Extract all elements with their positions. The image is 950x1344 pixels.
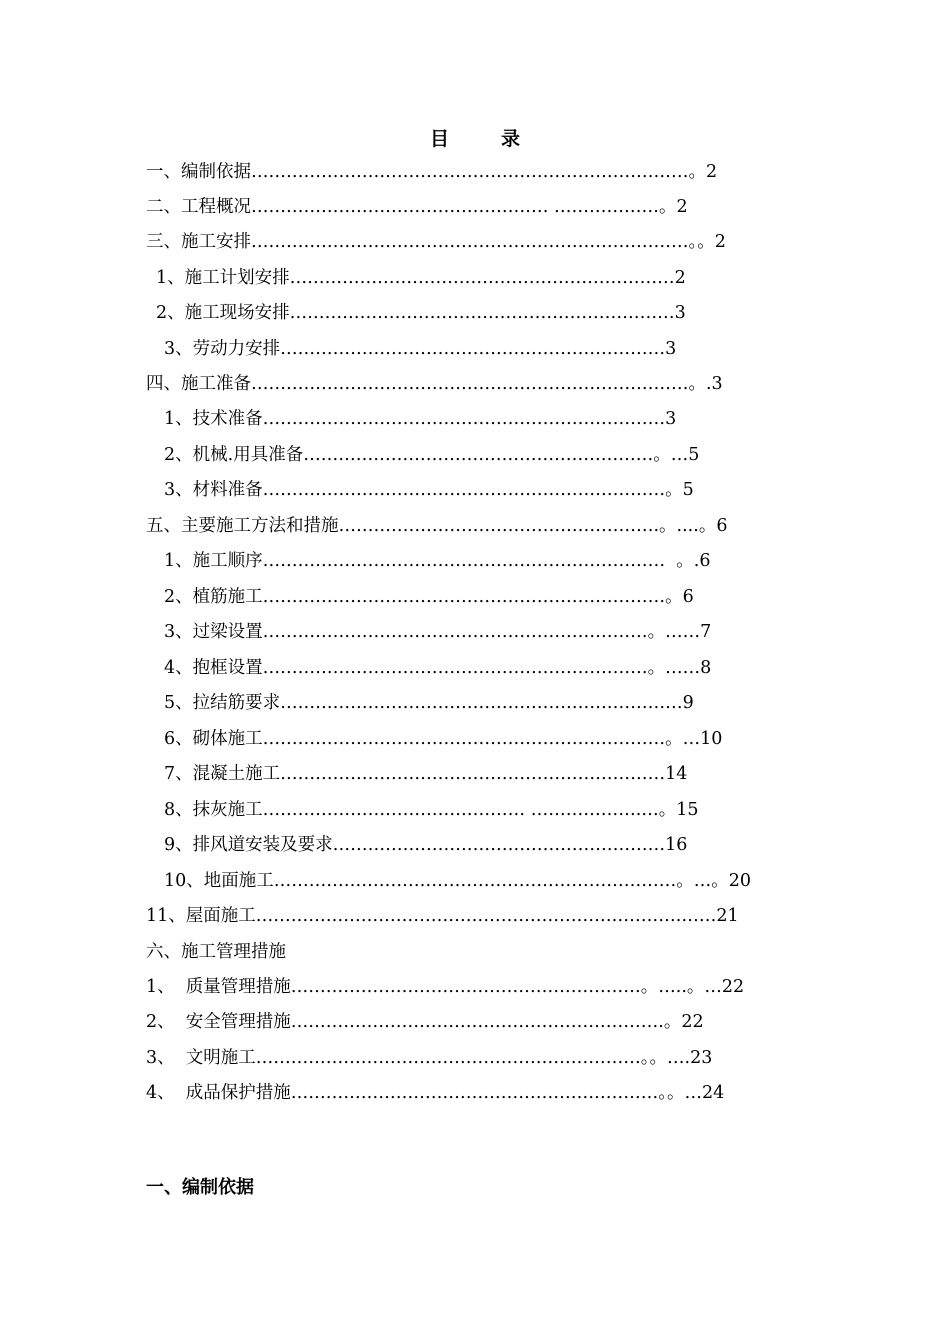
toc-entry: 3、劳动力安排…………………………………………………………3 bbox=[164, 339, 677, 359]
toc-entry: 1、 质量管理措施……………………………………………………。…..。…22 bbox=[146, 977, 745, 997]
toc-entry: 二、工程概况…………………………………………… ………………。2 bbox=[146, 197, 688, 217]
toc-entry: 10、地面施工……………………………………………………………。…。20 bbox=[164, 871, 752, 891]
toc-entry: 2、植筋施工……………………………………………………………。6 bbox=[164, 587, 694, 607]
toc-entry: 一、编制依据…………………………………………………………………。2 bbox=[146, 162, 718, 182]
toc-entry: 3、 文明施工…………………………………………………………。。….23 bbox=[146, 1048, 713, 1068]
toc-entry: 2、 安全管理措施……………………………………………………….。22 bbox=[146, 1012, 704, 1032]
toc-entry: 5、拉结筋要求……………………………………………………………9 bbox=[164, 693, 694, 713]
toc-title bbox=[0, 124, 950, 151]
toc-entry: 11、屋面施工……………………………………………………………….……21 bbox=[146, 906, 739, 926]
toc-entry: 1、施工计划安排…………………………………………………………2 bbox=[156, 268, 686, 288]
toc-entry: 8、抹灰施工……………………………………… ……………….…。15 bbox=[164, 800, 699, 820]
toc-entry: 1、施工顺序…………………………………………………………… 。.6 bbox=[164, 551, 711, 571]
toc-entry: 3、过梁设置…………………………………………………………。……7 bbox=[164, 622, 712, 642]
toc-entry: 四、施工准备…………………………………………………………………。.3 bbox=[146, 374, 723, 394]
toc-entry: 4、抱框设置…………………………………………………………。……8 bbox=[164, 658, 712, 678]
toc-entry: 9、排风道安装及要求…………………………………………………16 bbox=[164, 835, 688, 855]
toc-entry: 7、混凝土施工…………………………………………………………14 bbox=[164, 764, 688, 784]
toc-title-right: 录 bbox=[501, 128, 521, 150]
section-heading: 一、编制依据 bbox=[146, 1177, 254, 1198]
toc-entry: 1、技术准备……………………………………………………………3 bbox=[164, 409, 677, 429]
toc-entry: 2、施工现场安排…………………………………………………………3 bbox=[156, 303, 686, 323]
toc-entry: 2、机械.用具准备……………………………………………………。…5 bbox=[164, 445, 700, 465]
toc-entry: 3、材料准备……………………………………………………………。5 bbox=[164, 480, 694, 500]
toc-entry: 4、 成品保护措施………………………………………………………。。…24 bbox=[146, 1083, 725, 1103]
toc-title-left: 目 bbox=[429, 128, 449, 150]
toc-entry: 6、砌体施工……………………………………………………………。…10 bbox=[164, 729, 723, 749]
toc-entry: 六、施工管理措施 bbox=[146, 942, 286, 962]
toc-entry: 五、主要施工方法和措施……………………………………………….。....。6 bbox=[146, 516, 728, 536]
toc-entry: 三、施工安排…………………………………………………………………。。2 bbox=[146, 232, 726, 252]
